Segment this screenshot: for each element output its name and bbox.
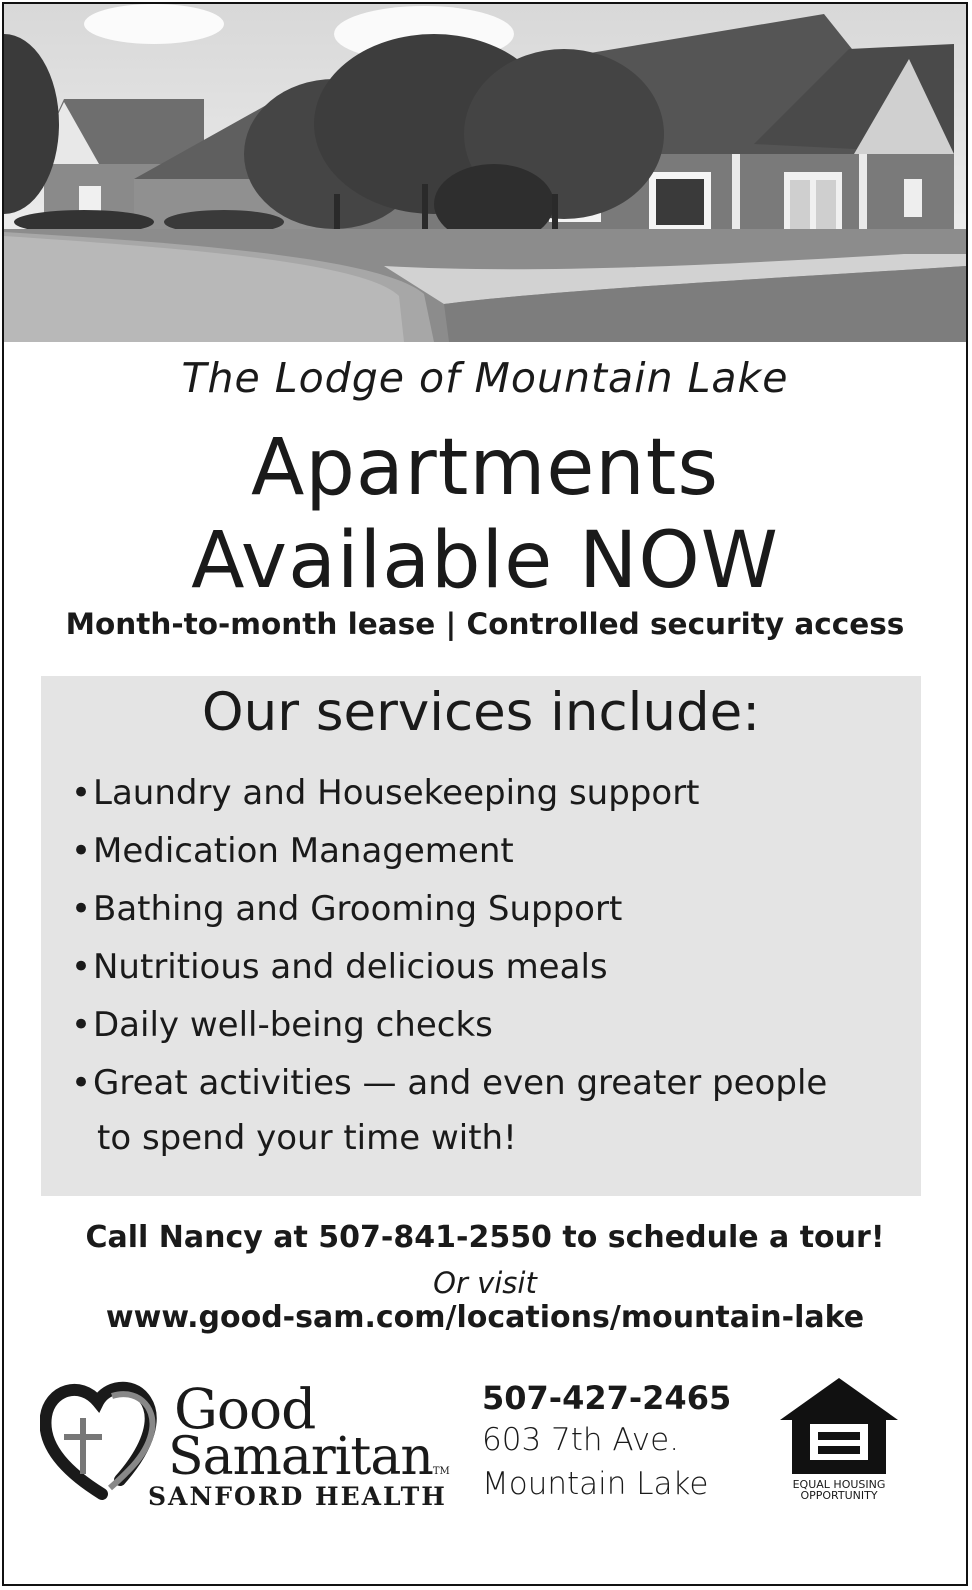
equal-housing-logo xyxy=(778,1376,900,1508)
service-item: •Medication Management xyxy=(71,831,514,871)
building-photo xyxy=(4,4,966,342)
ad-frame xyxy=(2,2,968,1586)
logo-sanford-health: SANFORD HEALTH xyxy=(148,1482,447,1511)
service-item: •Bathing and Grooming Support xyxy=(71,889,623,929)
visit-label: Or visit xyxy=(433,1266,537,1300)
services-list xyxy=(71,764,827,1164)
service-item: •Laundry and Housekeeping support xyxy=(71,773,700,813)
address-street: 603 7th Ave. xyxy=(482,1422,680,1458)
property-name: The Lodge of Mountain Lake xyxy=(181,354,789,402)
website-url[interactable]: www.good-sam.com/locations/mountain-lake xyxy=(105,1300,865,1335)
address-city: Mountain Lake xyxy=(482,1466,709,1502)
service-item: •Great activities — and even greater people to spend your time with! xyxy=(71,1063,828,1158)
services-title: Our services include: xyxy=(201,682,761,743)
service-item: •Nutritious and delicious meals xyxy=(71,947,608,987)
contact-block xyxy=(482,1378,731,1506)
phone-number[interactable]: 507-427-2465 xyxy=(482,1379,732,1417)
lease-features: Month-to-month lease | Controlled security access xyxy=(65,607,905,641)
logo-word-samaritan: SamaritanTM xyxy=(168,1427,450,1487)
good-samaritan-logo xyxy=(40,1376,450,1516)
service-item: •Daily well-being checks xyxy=(71,1005,493,1045)
headline-line-2: Available NOW xyxy=(191,516,779,606)
call-to-action: Call Nancy at 507-841-2550 to schedule a tour! xyxy=(85,1220,885,1255)
equal-housing-house-icon xyxy=(778,1376,900,1476)
headline xyxy=(4,422,966,608)
headline-line-1: Apartments xyxy=(251,423,719,513)
logo-word-good: Good xyxy=(174,1377,316,1441)
equal-housing-text: EQUAL HOUSING OPPORTUNITY xyxy=(792,1478,886,1502)
services-panel xyxy=(41,676,921,1196)
